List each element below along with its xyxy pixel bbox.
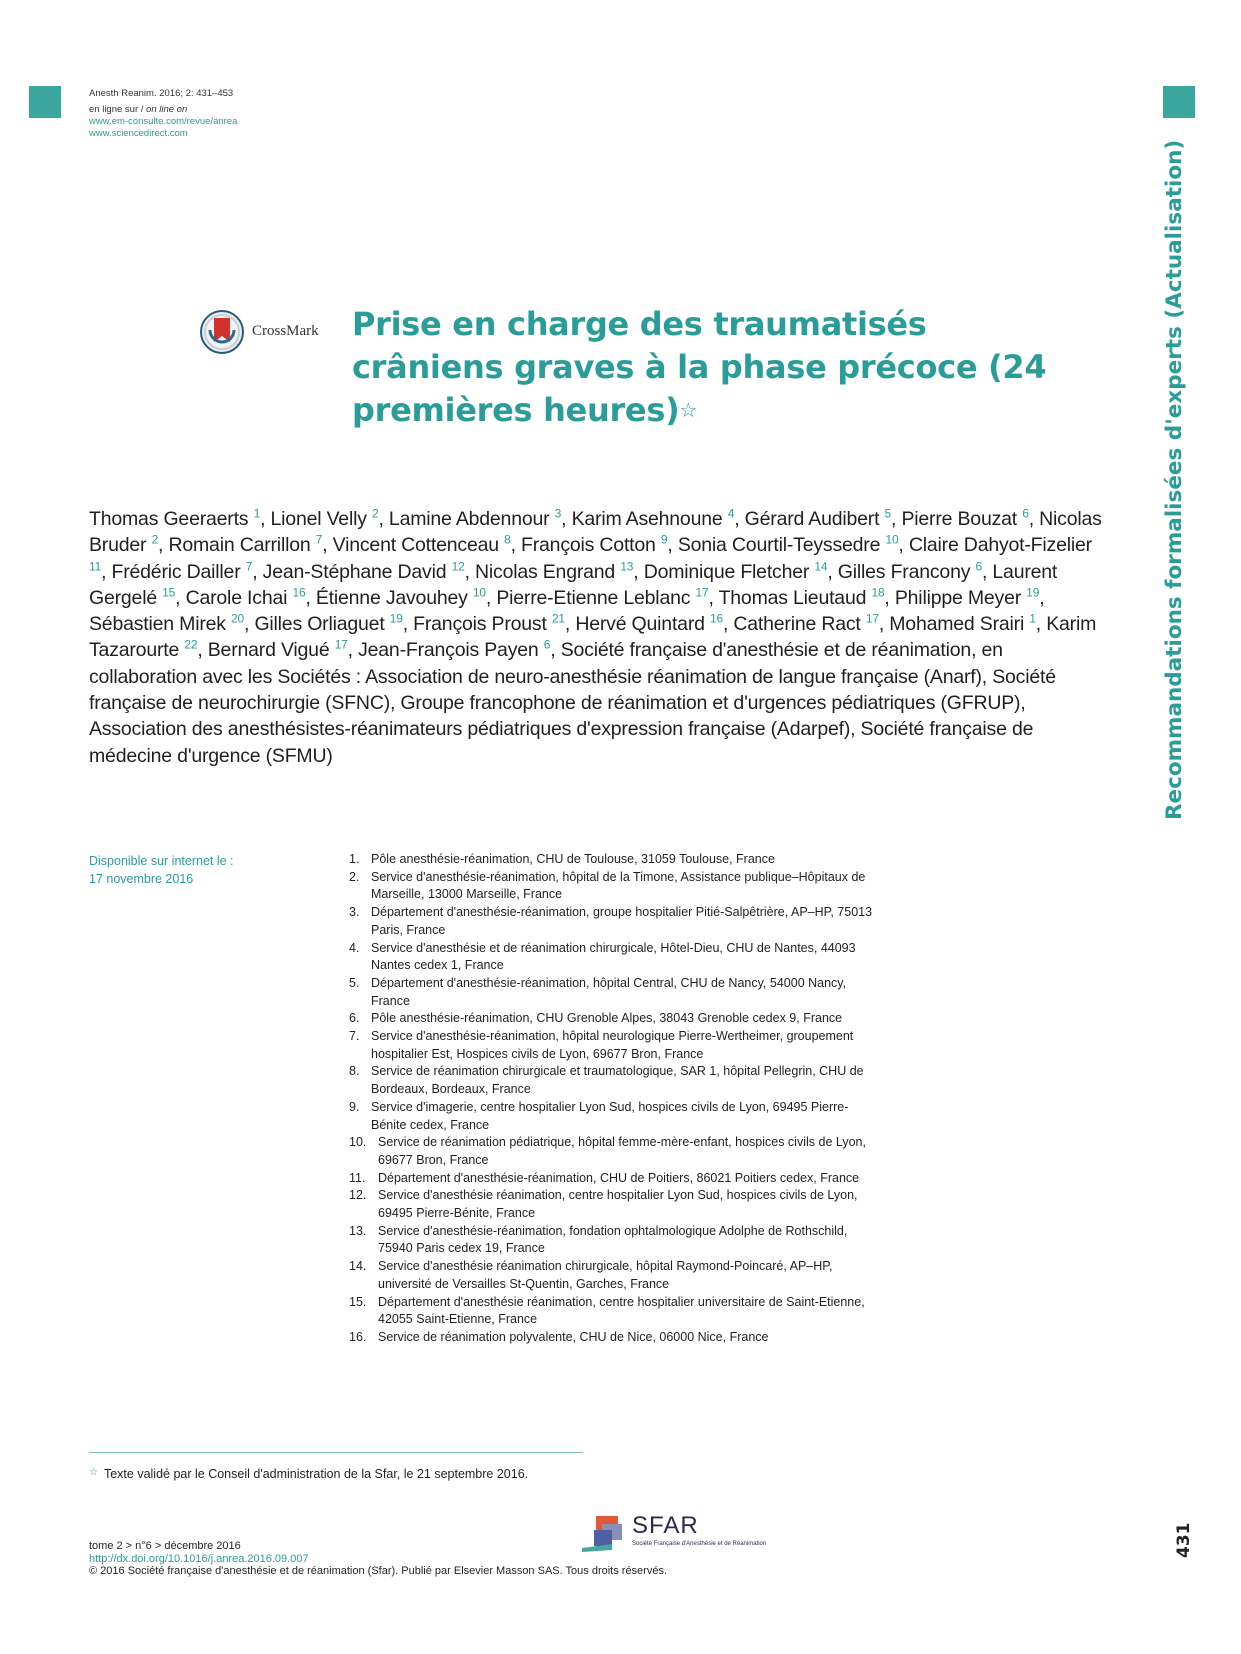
author-separator: , bbox=[464, 560, 475, 583]
availability bbox=[89, 852, 234, 888]
affiliation-item bbox=[349, 1294, 879, 1329]
author-name: Nicolas Bruder bbox=[89, 508, 1102, 557]
sfar-name: SFAR bbox=[632, 1512, 699, 1539]
corner-square-left bbox=[29, 86, 61, 118]
footnote bbox=[89, 1467, 528, 1481]
sfar-subtitle: Société Française d'Anesthésie et de Réanimation bbox=[632, 1541, 767, 1547]
author-name: Thomas Geeraerts bbox=[89, 508, 249, 530]
author-affiliation-ref[interactable]: 17 bbox=[334, 637, 348, 652]
online-label-en: on line on bbox=[146, 104, 188, 115]
author-separator: , bbox=[734, 508, 745, 530]
author-affiliation-ref[interactable]: 21 bbox=[551, 611, 565, 626]
author-affiliation-ref[interactable]: 9 bbox=[660, 532, 668, 547]
affiliation-text: Service d'anesthésie-réanimation, fondation ophtalmologique Adolphe de Rothschild, 75940 Paris cedex 19, France bbox=[378, 1223, 848, 1256]
availability-label: Disponible sur internet le : bbox=[89, 854, 234, 868]
side-section-title: Recommandations formalisées d'experts (Actualisation) bbox=[1162, 139, 1187, 820]
author-name: Mohamed Srairi bbox=[889, 613, 1025, 636]
author-separator: , bbox=[485, 586, 497, 609]
author-affiliation-ref[interactable]: 20 bbox=[231, 611, 244, 626]
affiliation-text: Service d'anesthésie réanimation chirurgicale, hôpital Raymond-Poincaré, AP–HP, université de Versailles St-Quentin, Garches, France bbox=[378, 1259, 833, 1291]
sfar-logo bbox=[582, 1514, 782, 1556]
doi-link[interactable]: http://dx.doi.org/10.1016/j.anrea.2016.09.007 bbox=[89, 1552, 309, 1565]
author-separator: , bbox=[101, 560, 112, 583]
author-affiliation-ref[interactable]: 12 bbox=[451, 559, 465, 574]
footnote-divider bbox=[89, 1452, 583, 1453]
author-separator: , bbox=[347, 639, 359, 662]
author-affiliation-ref[interactable]: 10 bbox=[885, 532, 899, 547]
author-separator: , bbox=[260, 508, 271, 530]
author-affiliation-ref[interactable]: 17 bbox=[695, 585, 709, 600]
author-separator: , bbox=[1035, 613, 1047, 636]
author-affiliation-ref[interactable]: 6 bbox=[1022, 506, 1029, 521]
affiliation-text: Département d'anesthésie réanimation, centre hospitalier universitaire de Saint-Etienne, 42055 Saint-Etienne, France bbox=[378, 1294, 865, 1327]
sfar-logo-icon bbox=[582, 1514, 628, 1554]
affiliation-number: 4. bbox=[349, 940, 360, 955]
author-affiliation-ref[interactable]: 1 bbox=[253, 506, 261, 521]
author-name: Catherine Ract bbox=[733, 613, 861, 636]
author-separator: , bbox=[667, 534, 678, 557]
author-affiliation-ref[interactable]: 16 bbox=[709, 611, 723, 626]
affiliation-number: 1. bbox=[349, 852, 360, 866]
author-affiliation-ref[interactable]: 14 bbox=[814, 559, 828, 574]
affiliation-number: 12. bbox=[349, 1188, 367, 1203]
author-separator: , bbox=[378, 508, 389, 530]
affiliation-number: 9. bbox=[349, 1099, 360, 1114]
author-name: Hervé Quintard bbox=[575, 613, 705, 636]
author-affiliation-ref[interactable]: 15 bbox=[162, 585, 176, 600]
author-separator: , bbox=[322, 534, 333, 557]
crossmark-label: CrossMark bbox=[252, 323, 319, 339]
author-affiliation-ref[interactable]: 22 bbox=[184, 637, 198, 652]
author-separator: , bbox=[197, 639, 208, 662]
journal-reference: Anesth Reanim. 2016; 2: 431–453 bbox=[89, 88, 234, 99]
collaborating-societies: Société française d'anesthésie et de réanimation, en collaboration avec les Sociétés : Association de neuro-anesthésie réanimation de langue française (Anarf), Société française de neurochirurgie (SFNC), Groupe francophone de réanimation et d'urgences pédiatriques (GFRUP), Association des anesthésistes-réanimateurs pédiatriques d'expression française (Adarpef), Société française de médecine d'urgence (SFMU) bbox=[89, 639, 1056, 767]
crossmark-badge[interactable] bbox=[200, 310, 330, 356]
author-name: François Cotton bbox=[521, 534, 656, 557]
author-name: Lamine Abdennour bbox=[388, 508, 550, 530]
author-name: Gilles Orliaguet bbox=[254, 613, 385, 636]
affiliation-number: 13. bbox=[349, 1223, 367, 1238]
author-name: Pierre Bouzat bbox=[901, 508, 1018, 530]
author-name: Carole Ichai bbox=[185, 586, 288, 609]
author-separator: , bbox=[402, 613, 414, 636]
corner-square-right bbox=[1163, 86, 1195, 118]
affiliation-item bbox=[349, 904, 879, 939]
issue-info bbox=[89, 1540, 667, 1578]
author-separator: , bbox=[884, 586, 895, 609]
author-separator: , bbox=[981, 560, 993, 583]
crossmark-icon bbox=[200, 310, 244, 354]
affiliation-text: Service d'anesthésie-réanimation, hôpital neurologique Pierre-Wertheimer, groupement hospitalier Est, Hospices civils de Lyon, 69677 Bron, France bbox=[371, 1029, 854, 1061]
author-separator: , bbox=[633, 560, 644, 583]
affiliation-text: Département d'anesthésie-réanimation, CHU de Poitiers, 86021 Poitiers cedex, France bbox=[378, 1170, 860, 1185]
author-affiliation-ref[interactable]: 3 bbox=[554, 506, 562, 521]
author-separator: , bbox=[550, 639, 561, 662]
author-name: Sonia Courtil-Teyssedre bbox=[677, 534, 881, 557]
affiliation-number: 2. bbox=[349, 869, 360, 884]
affiliation-text: Département d'anesthésie-réanimation, groupe hospitalier Pitié-Salpêtrière, AP–HP, 75013 Paris, France bbox=[371, 905, 873, 937]
affiliation-item bbox=[349, 1028, 879, 1063]
author-affiliation-ref[interactable]: 2 bbox=[151, 532, 159, 547]
author-separator: , bbox=[891, 508, 902, 530]
author-affiliation-ref[interactable]: 19 bbox=[1026, 585, 1040, 600]
author-affiliation-ref[interactable]: 11 bbox=[89, 559, 102, 574]
affiliation-number: 14. bbox=[349, 1259, 367, 1274]
author-affiliation-ref[interactable]: 2 bbox=[372, 506, 379, 521]
affiliation-item bbox=[349, 851, 879, 869]
journal-header bbox=[89, 88, 237, 140]
author-separator: , bbox=[244, 613, 255, 636]
affiliation-number: 11. bbox=[349, 1170, 366, 1185]
affiliation-number: 10. bbox=[349, 1135, 367, 1150]
affiliation-text: Service d'imagerie, centre hospitalier Lyon Sud, hospices civils de Lyon, 69495 Pierre-Bénite cedex, France bbox=[371, 1099, 849, 1132]
author-name: Bernard Vigué bbox=[207, 639, 330, 662]
affiliation-list bbox=[349, 851, 879, 1347]
author-separator: , bbox=[898, 534, 909, 557]
affiliation-item bbox=[349, 940, 879, 975]
journal-url-sciencedirect[interactable]: www.sciencedirect.com bbox=[89, 128, 188, 139]
article-title-text: Prise en charge des traumatisés crâniens graves à la phase précoce (24 premières heures) bbox=[352, 305, 1047, 429]
author-name: François Proust bbox=[413, 613, 547, 636]
article-title bbox=[352, 303, 1072, 432]
author-separator: , bbox=[564, 613, 576, 636]
author-affiliation-ref[interactable]: 6 bbox=[975, 559, 982, 574]
affiliation-item bbox=[349, 1099, 879, 1134]
author-affiliation-ref[interactable]: 4 bbox=[727, 506, 735, 521]
author-affiliation-ref[interactable]: 7 bbox=[315, 532, 323, 547]
author-name: Pierre-Etienne Leblanc bbox=[496, 586, 691, 609]
affiliation-item bbox=[349, 1258, 879, 1293]
journal-url-emconsulte[interactable]: www.em-consulte.com/revue/anrea bbox=[89, 116, 238, 127]
author-name: Philippe Meyer bbox=[894, 586, 1022, 609]
author-affiliation-ref[interactable]: 7 bbox=[245, 559, 253, 574]
affiliation-item bbox=[349, 975, 879, 1010]
author-affiliation-ref[interactable]: 10 bbox=[472, 585, 486, 600]
author-separator: , bbox=[1028, 508, 1040, 530]
footnote-star: ☆ bbox=[89, 1467, 98, 1478]
author-affiliation-ref[interactable]: 19 bbox=[389, 611, 403, 626]
affiliation-item bbox=[349, 1223, 879, 1258]
affiliation-number: 6. bbox=[349, 1011, 360, 1026]
online-label-fr: en ligne sur / bbox=[89, 104, 147, 115]
author-name: Gérard Audibert bbox=[744, 508, 880, 530]
author-name: Frédéric Dailler bbox=[111, 560, 241, 583]
author-separator: , bbox=[158, 534, 169, 557]
footnote-text: Texte validé par le Conseil d'administration de la Sfar, le 21 septembre 2016. bbox=[103, 1467, 529, 1481]
affiliation-item bbox=[349, 1134, 879, 1169]
author-separator: , bbox=[708, 586, 719, 609]
author-affiliation-ref[interactable]: 16 bbox=[292, 585, 306, 600]
issue-line: tome 2 > n°6 > décembre 2016 bbox=[89, 1540, 241, 1552]
affiliation-text: Service de réanimation polyvalente, CHU de Nice, 06000 Nice, France bbox=[378, 1329, 769, 1344]
affiliation-item bbox=[349, 1010, 879, 1028]
title-footnote-star[interactable]: ☆ bbox=[679, 398, 698, 422]
affiliation-text: Service d'anesthésie réanimation, centre hospitalier Lyon Sud, hospices civils de Lyon, 69495 Pierre-Bénite, France bbox=[378, 1188, 858, 1221]
affiliation-number: 5. bbox=[349, 975, 360, 990]
author-separator: , bbox=[1039, 586, 1045, 609]
affiliation-item bbox=[349, 1170, 879, 1188]
author-separator: , bbox=[252, 560, 263, 583]
affiliation-item bbox=[349, 1187, 879, 1222]
author-affiliation-ref[interactable]: 13 bbox=[620, 559, 634, 574]
affiliation-number: 7. bbox=[349, 1029, 360, 1044]
author-name: Karim Tazarourte bbox=[89, 613, 1097, 662]
affiliation-number: 3. bbox=[349, 905, 360, 920]
author-separator: , bbox=[175, 586, 186, 609]
author-separator: , bbox=[878, 613, 890, 636]
online-label bbox=[89, 104, 237, 116]
author-affiliation-ref[interactable]: 6 bbox=[543, 637, 551, 652]
affiliation-number: 8. bbox=[349, 1064, 360, 1079]
affiliation-number: 16. bbox=[349, 1329, 367, 1344]
affiliation-text: Service de réanimation chirurgicale et traumatologique, SAR 1, hôpital Pellegrin, CHU de Bordeaux, Bordeaux, France bbox=[371, 1064, 864, 1097]
author-affiliation-ref[interactable]: 1 bbox=[1029, 611, 1036, 626]
author-separator: , bbox=[722, 613, 734, 636]
copyright: © 2016 Société française d'anesthésie et de réanimation (Sfar). Publié par Elsevier Masson SAS. Tous droits réservés. bbox=[89, 1565, 668, 1577]
affiliation-text: Service de réanimation pédiatrique, hôpital femme-mère-enfant, hospices civils de Lyon, 69677 Bron, France bbox=[378, 1135, 866, 1167]
author-affiliation-ref[interactable]: 5 bbox=[884, 506, 892, 521]
author-separator: , bbox=[561, 508, 572, 530]
affiliation-text: Département d'anesthésie-réanimation, hôpital Central, CHU de Nancy, 54000 Nancy, France bbox=[371, 975, 847, 1008]
page-number: 431 bbox=[1174, 1522, 1194, 1558]
author-separator: , bbox=[305, 586, 316, 609]
author-list bbox=[89, 506, 1109, 769]
author-affiliation-ref[interactable]: 8 bbox=[504, 532, 511, 547]
affiliation-item bbox=[349, 1329, 879, 1347]
affiliation-text: Pôle anesthésie-réanimation, CHU de Toulouse, 31059 Toulouse, France bbox=[371, 852, 775, 866]
author-name: Romain Carrillon bbox=[168, 534, 311, 557]
author-affiliation-ref[interactable]: 17 bbox=[865, 611, 879, 626]
author-separator: , bbox=[510, 534, 522, 557]
author-name: Gilles Francony bbox=[837, 560, 971, 583]
author-name: Claire Dahyot-Fizelier bbox=[908, 534, 1092, 557]
affiliation-item bbox=[349, 869, 879, 904]
author-affiliation-ref[interactable]: 18 bbox=[871, 585, 885, 600]
author-name: Jean-Stéphane David bbox=[262, 560, 447, 583]
author-name: Lionel Velly bbox=[270, 508, 367, 530]
author-name: Dominique Fletcher bbox=[643, 560, 810, 583]
author-name: Nicolas Engrand bbox=[475, 560, 616, 583]
author-name: Vincent Cottenceau bbox=[332, 534, 499, 557]
author-separator: , bbox=[827, 560, 838, 583]
affiliation-item bbox=[349, 1063, 879, 1098]
affiliation-text: Service d'anesthésie-réanimation, hôpital de la Timone, Assistance publique–Hôpitaux de Marseille, 13000 Marseille, France bbox=[371, 869, 866, 902]
affiliation-number: 15. bbox=[349, 1294, 367, 1309]
affiliation-text: Service d'anesthésie et de réanimation chirurgicale, Hôtel-Dieu, CHU de Nantes, 44093 Nantes cedex 1, France bbox=[371, 940, 856, 973]
availability-date: 17 novembre 2016 bbox=[89, 872, 194, 886]
author-name: Karim Asehnoune bbox=[571, 508, 723, 530]
author-name: Laurent Gergelé bbox=[89, 560, 1058, 609]
affiliation-text: Pôle anesthésie-réanimation, CHU Grenoble Alpes, 38043 Grenoble cedex 9, France bbox=[371, 1011, 843, 1026]
author-name: Thomas Lieutaud bbox=[718, 586, 867, 609]
author-name: Étienne Javouhey bbox=[315, 586, 468, 609]
author-name: Jean-François Payen bbox=[358, 639, 539, 662]
author-name: Sébastien Mirek bbox=[89, 613, 226, 636]
